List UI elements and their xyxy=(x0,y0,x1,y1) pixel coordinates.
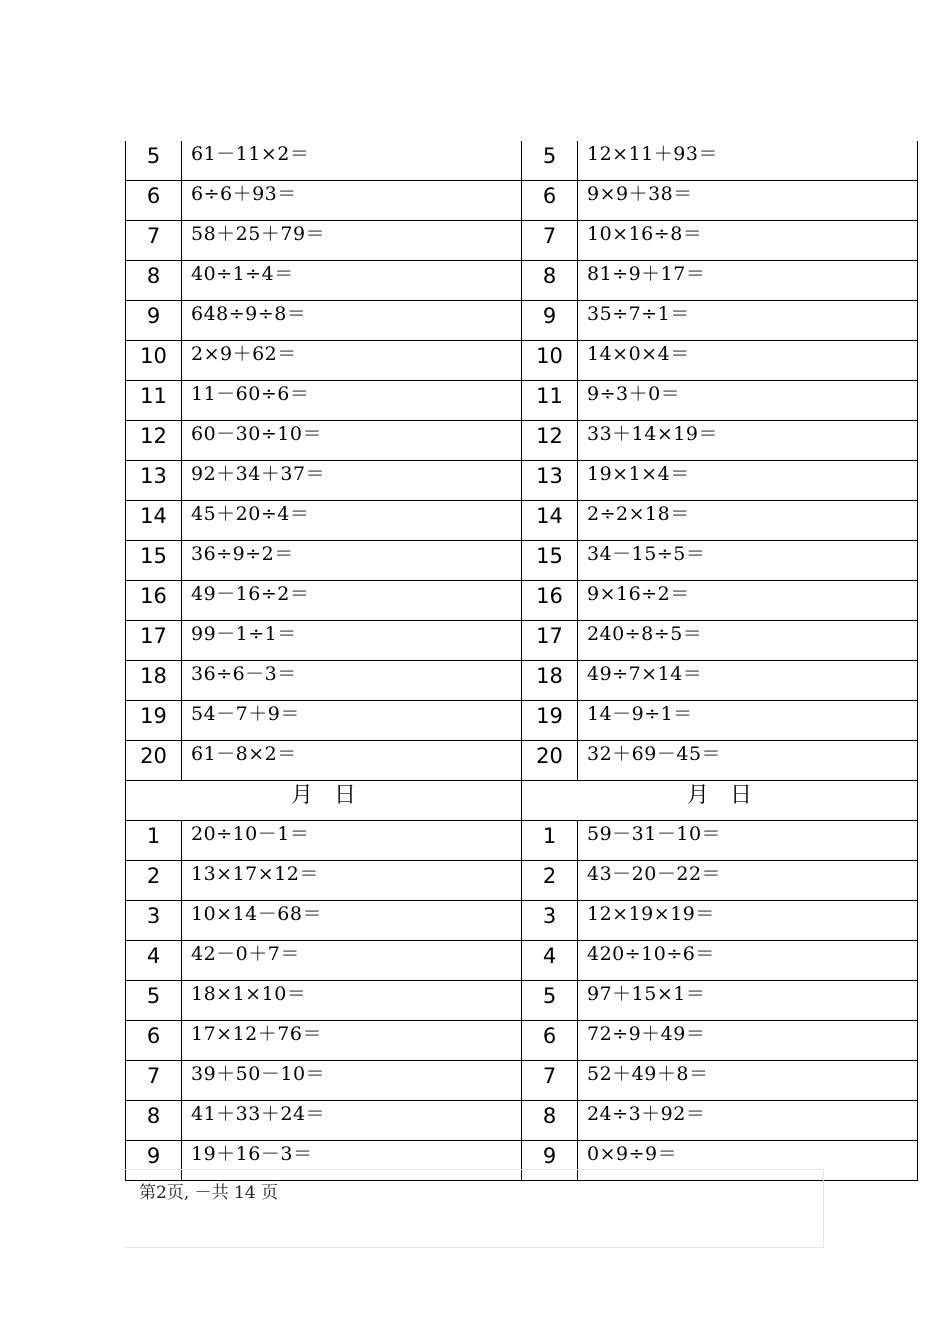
problem-number-left: 13 xyxy=(126,461,182,501)
problem-expression-left: 60－30÷10＝ xyxy=(182,421,522,461)
page-footer xyxy=(125,1169,824,1248)
problem-expression-left: 11－60÷6＝ xyxy=(182,381,522,421)
problem-row xyxy=(126,581,918,621)
problem-row xyxy=(126,741,918,781)
problem-expression-left: 6÷6＋93＝ xyxy=(182,181,522,221)
problem-number-right: 10 xyxy=(522,341,578,381)
problem-expression-left: 41＋33＋24＝ xyxy=(182,1101,522,1141)
problem-expression-left: 54－7＋9＝ xyxy=(182,701,522,741)
problem-expression-right: 35÷7÷1＝ xyxy=(578,301,918,341)
problem-number-right: 20 xyxy=(522,741,578,781)
problem-expression-left: 648÷9÷8＝ xyxy=(182,301,522,341)
problem-row xyxy=(126,421,918,461)
problem-expression-right: 52＋49＋8＝ xyxy=(578,1061,918,1101)
problem-row xyxy=(126,901,918,941)
problem-number-left: 7 xyxy=(126,221,182,261)
problem-number-right: 6 xyxy=(522,181,578,221)
problem-expression-left: 61－11×2＝ xyxy=(182,141,522,181)
problem-number-right: 7 xyxy=(522,1061,578,1101)
problem-row xyxy=(126,221,918,261)
problem-expression-right: 10×16÷8＝ xyxy=(578,221,918,261)
problem-number-right: 8 xyxy=(522,261,578,301)
problem-expression-left: 49－16÷2＝ xyxy=(182,581,522,621)
problem-expression-left: 39＋50－10＝ xyxy=(182,1061,522,1101)
problem-number-left: 7 xyxy=(126,1061,182,1101)
problem-number-right: 5 xyxy=(522,981,578,1021)
problem-expression-right: 0×9÷9＝ xyxy=(578,1141,918,1181)
problem-expression-right: 420÷10÷6＝ xyxy=(578,941,918,981)
problem-number-left: 4 xyxy=(126,941,182,981)
problem-row xyxy=(126,501,918,541)
problem-number-right: 5 xyxy=(522,141,578,181)
problem-row xyxy=(126,461,918,501)
problem-number-right: 17 xyxy=(522,621,578,661)
problem-expression-left: 18×1×10＝ xyxy=(182,981,522,1021)
date-header-row xyxy=(126,781,918,821)
problem-expression-left: 45＋20÷4＝ xyxy=(182,501,522,541)
problem-row xyxy=(126,661,918,701)
problem-expression-right: 14×0×4＝ xyxy=(578,341,918,381)
problem-number-left: 5 xyxy=(126,141,182,181)
problem-expression-right: 19×1×4＝ xyxy=(578,461,918,501)
problem-number-right: 13 xyxy=(522,461,578,501)
problem-row xyxy=(126,141,918,181)
problem-expression-left: 10×14－68＝ xyxy=(182,901,522,941)
problem-number-left: 19 xyxy=(126,701,182,741)
problem-row xyxy=(126,821,918,861)
problem-row xyxy=(126,1101,918,1141)
problem-number-right: 2 xyxy=(522,861,578,901)
problem-expression-right: 9÷3＋0＝ xyxy=(578,381,918,421)
problem-expression-right: 43－20－22＝ xyxy=(578,861,918,901)
problem-row xyxy=(126,701,918,741)
problem-row xyxy=(126,541,918,581)
problem-expression-left: 92＋34＋37＝ xyxy=(182,461,522,501)
problem-number-left: 9 xyxy=(126,301,182,341)
problem-number-right: 4 xyxy=(522,941,578,981)
problem-expression-right: 49÷7×14＝ xyxy=(578,661,918,701)
worksheet-body xyxy=(126,141,918,1181)
problem-number-left: 15 xyxy=(126,541,182,581)
problem-expression-left: 17×12＋76＝ xyxy=(182,1021,522,1061)
date-label-left: 月 日 xyxy=(126,781,522,821)
problem-row xyxy=(126,981,918,1021)
arithmetic-worksheet-table xyxy=(125,141,918,1181)
problem-expression-right: 12×19×19＝ xyxy=(578,901,918,941)
problem-expression-right: 9×9＋38＝ xyxy=(578,181,918,221)
problem-expression-left: 19＋16－3＝ xyxy=(182,1141,522,1181)
problem-expression-right: 2÷2×18＝ xyxy=(578,501,918,541)
problem-number-right: 1 xyxy=(522,821,578,861)
problem-number-left: 5 xyxy=(126,981,182,1021)
problem-row xyxy=(126,301,918,341)
problem-row xyxy=(126,621,918,661)
problem-number-left: 11 xyxy=(126,381,182,421)
problem-expression-right: 97＋15×1＝ xyxy=(578,981,918,1021)
problem-row xyxy=(126,1061,918,1101)
problem-row xyxy=(126,181,918,221)
problem-row xyxy=(126,861,918,901)
problem-expression-right: 72÷9＋49＝ xyxy=(578,1021,918,1061)
problem-number-left: 8 xyxy=(126,1101,182,1141)
problem-row xyxy=(126,1021,918,1061)
problem-number-left: 20 xyxy=(126,741,182,781)
problem-number-right: 16 xyxy=(522,581,578,621)
problem-expression-right: 14－9÷1＝ xyxy=(578,701,918,741)
problem-row xyxy=(126,261,918,301)
problem-number-right: 7 xyxy=(522,221,578,261)
problem-number-left: 18 xyxy=(126,661,182,701)
problem-expression-left: 36÷6－3＝ xyxy=(182,661,522,701)
problem-expression-right: 33＋14×19＝ xyxy=(578,421,918,461)
problem-number-left: 3 xyxy=(126,901,182,941)
problem-number-left: 1 xyxy=(126,821,182,861)
problem-number-right: 19 xyxy=(522,701,578,741)
problem-row xyxy=(126,381,918,421)
problem-expression-left: 20÷10－1＝ xyxy=(182,821,522,861)
problem-expression-left: 2×9＋62＝ xyxy=(182,341,522,381)
problem-number-left: 8 xyxy=(126,261,182,301)
problem-number-left: 17 xyxy=(126,621,182,661)
problem-expression-left: 42－0＋7＝ xyxy=(182,941,522,981)
problem-number-left: 14 xyxy=(126,501,182,541)
problem-number-right: 9 xyxy=(522,301,578,341)
problem-number-right: 18 xyxy=(522,661,578,701)
problem-expression-left: 58＋25＋79＝ xyxy=(182,221,522,261)
problem-number-left: 6 xyxy=(126,1021,182,1061)
problem-number-right: 14 xyxy=(522,501,578,541)
date-label-right: 月 日 xyxy=(522,781,918,821)
problem-row xyxy=(126,941,918,981)
problem-expression-right: 34－15÷5＝ xyxy=(578,541,918,581)
problem-expression-left: 40÷1÷4＝ xyxy=(182,261,522,301)
problem-number-right: 11 xyxy=(522,381,578,421)
problem-expression-right: 24÷3＋92＝ xyxy=(578,1101,918,1141)
page-number-text: 第2页, －共 14 页 xyxy=(139,1183,279,1203)
problem-number-left: 12 xyxy=(126,421,182,461)
problem-row xyxy=(126,341,918,381)
problem-number-right: 9 xyxy=(522,1141,578,1181)
problem-expression-right: 59－31－10＝ xyxy=(578,821,918,861)
problem-expression-left: 36÷9÷2＝ xyxy=(182,541,522,581)
problem-number-left: 16 xyxy=(126,581,182,621)
problem-number-right: 3 xyxy=(522,901,578,941)
problem-expression-right: 240÷8÷5＝ xyxy=(578,621,918,661)
problem-expression-right: 32＋69－45＝ xyxy=(578,741,918,781)
problem-expression-left: 13×17×12＝ xyxy=(182,861,522,901)
problem-number-left: 6 xyxy=(126,181,182,221)
problem-expression-left: 61－8×2＝ xyxy=(182,741,522,781)
problem-expression-right: 81÷9＋17＝ xyxy=(578,261,918,301)
problem-number-left: 2 xyxy=(126,861,182,901)
problem-number-left: 9 xyxy=(126,1141,182,1181)
problem-expression-right: 12×11＋93＝ xyxy=(578,141,918,181)
problem-number-right: 15 xyxy=(522,541,578,581)
problem-number-left: 10 xyxy=(126,341,182,381)
problem-number-right: 6 xyxy=(522,1021,578,1061)
problem-expression-left: 99－1÷1＝ xyxy=(182,621,522,661)
problem-expression-right: 9×16÷2＝ xyxy=(578,581,918,621)
problem-number-right: 12 xyxy=(522,421,578,461)
problem-number-right: 8 xyxy=(522,1101,578,1141)
